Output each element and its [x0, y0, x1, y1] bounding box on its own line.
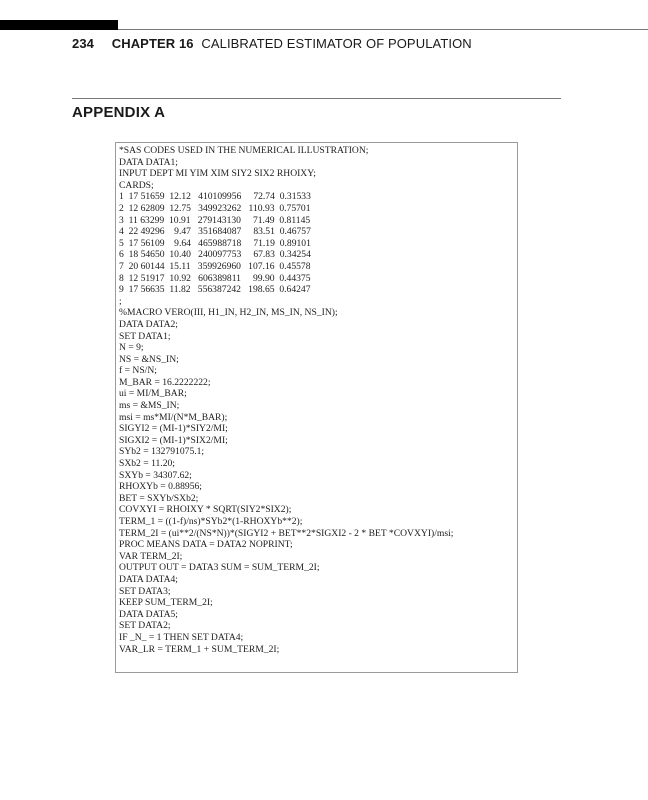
- code-line: DATA DATA5;: [119, 608, 178, 620]
- code-line: TERM_2I = (ui**2/(NS*N))*(SIGYI2 + BET**2*SIGXI2 - 2 * BET *COVXYI)/msi;: [119, 527, 454, 539]
- code-line: 9 17 56635 11.82 556387242 198.65 0.64247: [119, 284, 311, 296]
- code-line: ui = MI/M_BAR;: [119, 388, 187, 400]
- code-line: msi = ms*MI/(N*M_BAR);: [119, 411, 228, 423]
- code-line: BET = SXYb/SXb2;: [119, 492, 199, 504]
- code-line: SXb2 = 11.20;: [119, 458, 175, 470]
- code-line: M_BAR = 16.2222222;: [119, 376, 211, 388]
- code-line: VAR TERM_2I;: [119, 550, 183, 562]
- code-line: 5 17 56109 9.64 465988718 71.19 0.89101: [119, 237, 311, 249]
- code-line: KEEP SUM_TERM_2I;: [119, 597, 213, 609]
- running-head: [72, 36, 472, 51]
- header-rule: [118, 29, 648, 30]
- code-line: INPUT DEPT MI YIM XIM SIY2 SIX2 RHOIXY;: [119, 168, 316, 180]
- code-line: DATA DATA2;: [119, 318, 178, 330]
- code-line: ;: [119, 295, 122, 307]
- code-line: SET DATA1;: [119, 330, 171, 342]
- code-line: 6 18 54650 10.40 240097753 67.83 0.34254: [119, 249, 311, 261]
- code-line: SET DATA3;: [119, 585, 171, 597]
- code-line: f = NS/N;: [119, 365, 157, 377]
- code-line: VAR_LR = TERM_1 + SUM_TERM_2I;: [119, 643, 280, 655]
- code-line: ms = &MS_IN;: [119, 400, 180, 412]
- code-line: CARDS;: [119, 179, 154, 191]
- section-heading: APPENDIX A: [72, 104, 166, 121]
- code-line: 2 12 62809 12.75 349923262 110.93 0.75701: [119, 202, 311, 214]
- section-rule: [72, 98, 561, 99]
- code-line: SIGYI2 = (MI-1)*SIY2/MI;: [119, 423, 228, 435]
- code-listing: [115, 142, 518, 673]
- code-line: %MACRO VERO(III, H1_IN, H2_IN, MS_IN, NS_IN);: [119, 307, 338, 319]
- code-line: IF _N_ = 1 THEN SET DATA4;: [119, 631, 244, 643]
- code-line: 4 22 49296 9.47 351684087 83.51 0.46757: [119, 226, 311, 238]
- code-line: SIGXI2 = (MI-1)*SIX2/MI;: [119, 434, 228, 446]
- code-line: DATA DATA4;: [119, 573, 178, 585]
- code-line: TERM_1 = ((1-f)/ns)*SYb2*(1-RHOXYb**2);: [119, 516, 303, 527]
- code-line: DATA DATA1;: [119, 156, 178, 168]
- code-line: PROC MEANS DATA = DATA2 NOPRINT;: [119, 539, 293, 551]
- chapter-title: CALIBRATED ESTIMATOR OF POPULATION: [201, 36, 472, 51]
- code-line: COVXYI = RHOIXY * SQRT(SIY2*SIX2);: [119, 504, 292, 516]
- code-line: SYb2 = 132791075.1;: [119, 446, 205, 458]
- code-line: OUTPUT OUT = DATA3 SUM = SUM_TERM_2I;: [119, 562, 320, 574]
- page-number: 234: [72, 36, 94, 51]
- code-line: SET DATA2;: [119, 620, 171, 632]
- code-line: RHOXYb = 0.88956;: [119, 481, 202, 493]
- code-line: 7 20 60144 15.11 359926960 107.16 0.45578: [119, 260, 311, 272]
- code-line: SXYb = 34307.62;: [119, 469, 192, 481]
- header-bar: [0, 20, 118, 30]
- code-line: 3 11 63299 10.91 279143130 71.49 0.81145: [119, 214, 311, 226]
- code-line: *SAS CODES USED IN THE NUMERICAL ILLUSTRATION;: [119, 145, 369, 156]
- code-line: N = 9;: [119, 342, 144, 354]
- code-line: 1 17 51659 12.12 410109956 72.74 0.31533: [119, 191, 311, 203]
- chapter-label: CHAPTER 16: [111, 36, 194, 51]
- code-line: NS = &NS_IN;: [119, 353, 179, 365]
- code-line: 8 12 51917 10.92 606389811 99.90 0.44375: [119, 272, 311, 284]
